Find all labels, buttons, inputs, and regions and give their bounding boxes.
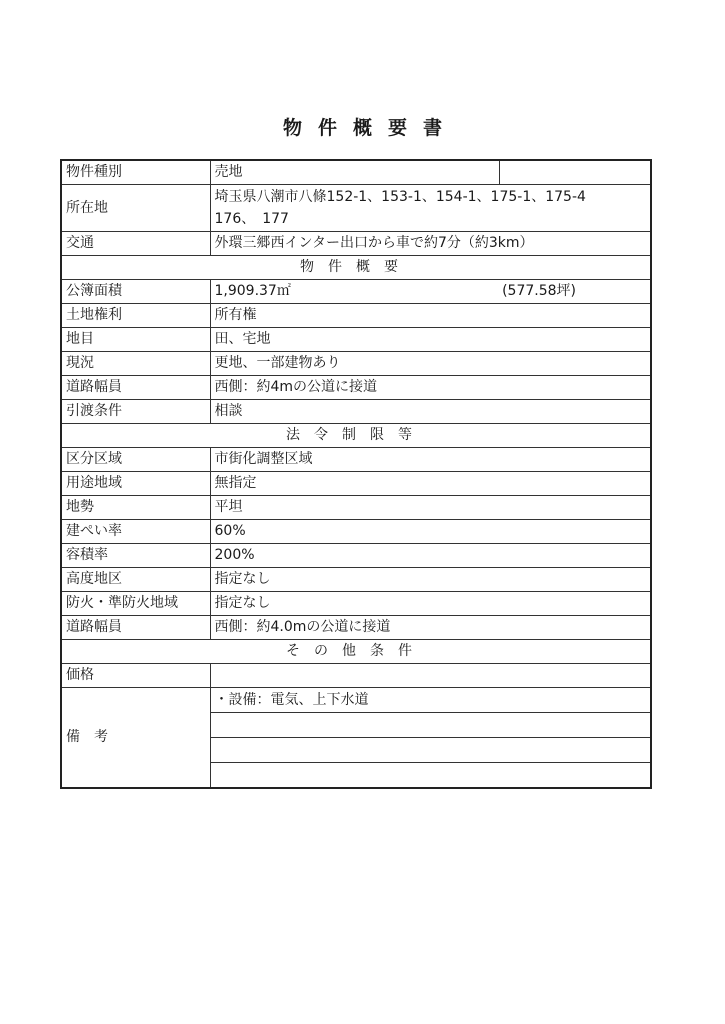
document-title: 物件概要書 — [282, 117, 458, 139]
row-value: 平坦 — [210, 496, 651, 520]
row-label: 公簿面積 — [61, 280, 210, 304]
table-row — [61, 280, 651, 304]
row-label: 建ぺい率 — [61, 520, 210, 544]
address-value — [210, 185, 651, 232]
row-label: 道路幅員 — [61, 376, 210, 400]
table-row — [61, 352, 651, 376]
blank-cell — [499, 160, 651, 185]
row-label: 引渡条件 — [61, 400, 210, 424]
address-label: 所在地 — [61, 185, 210, 232]
price-value — [210, 664, 651, 688]
row-label: 容積率 — [61, 544, 210, 568]
table-row — [61, 232, 651, 256]
section-heading-row — [61, 640, 651, 664]
row-label: 高度地区 — [61, 568, 210, 592]
remarks-line — [210, 738, 651, 763]
row-value: 西側：約4mの公道に接道 — [210, 376, 651, 400]
table-row — [61, 592, 651, 616]
row-label: 防火・準防火地域 — [61, 592, 210, 616]
row-value: 指定なし — [210, 568, 651, 592]
row-value: 市街化調整区域 — [210, 448, 651, 472]
row-value: 相談 — [210, 400, 651, 424]
row-value: 西側：約4.0mの公道に接道 — [210, 616, 651, 640]
table-row — [61, 185, 651, 232]
address-line-1: 埼玉県八潮市八條152-1、153-1、154-1、175-1、175-4 — [214, 189, 586, 205]
row-label: 区分区域 — [61, 448, 210, 472]
area-value — [210, 280, 651, 304]
access-label: 交通 — [61, 232, 210, 256]
table-row — [61, 664, 651, 688]
property-type-label: 物件種別 — [61, 160, 210, 185]
section-heading-legal-restrictions: 法令制限等 — [61, 424, 651, 448]
section-heading-row — [61, 256, 651, 280]
row-value: 60% — [210, 520, 651, 544]
row-label: 地目 — [61, 328, 210, 352]
table-row — [61, 616, 651, 640]
row-value: 更地、一部建物あり — [210, 352, 651, 376]
remarks-label: 備考 — [61, 688, 210, 789]
row-label: 土地権利 — [61, 304, 210, 328]
row-value: 指定なし — [210, 592, 651, 616]
area-sqm: 1,909.37㎡ — [214, 283, 291, 299]
row-label: 地勢 — [61, 496, 210, 520]
access-value: 外環三郷西インター出口から車で約7分（約3km） — [210, 232, 651, 256]
table-row — [61, 688, 651, 713]
row-value: 無指定 — [210, 472, 651, 496]
row-label: 用途地域 — [61, 472, 210, 496]
address-line-2: 176、 177 — [214, 211, 289, 227]
table-row — [61, 328, 651, 352]
row-value: 田、宅地 — [210, 328, 651, 352]
table-row — [61, 496, 651, 520]
area-tsubo: (577.58坪) — [502, 283, 576, 299]
table-row — [61, 376, 651, 400]
remarks-line — [210, 713, 651, 738]
section-heading-property-overview: 物件概要 — [61, 256, 651, 280]
row-label: 道路幅員 — [61, 616, 210, 640]
table-row — [61, 472, 651, 496]
price-label: 価格 — [61, 664, 210, 688]
table-row — [61, 160, 651, 185]
remarks-line — [210, 763, 651, 789]
remarks-line: ・設備：電気、上下水道 — [210, 688, 651, 713]
table-row — [61, 448, 651, 472]
table-row — [61, 520, 651, 544]
row-value: 所有権 — [210, 304, 651, 328]
table-row — [61, 304, 651, 328]
table-row — [61, 400, 651, 424]
row-label: 現況 — [61, 352, 210, 376]
section-heading-row — [61, 424, 651, 448]
table-row — [61, 544, 651, 568]
table-row — [61, 568, 651, 592]
section-heading-other-conditions: その他条件 — [61, 640, 651, 664]
property-summary-table — [60, 159, 652, 789]
row-value: 200% — [210, 544, 651, 568]
property-type-value: 売地 — [210, 160, 499, 185]
